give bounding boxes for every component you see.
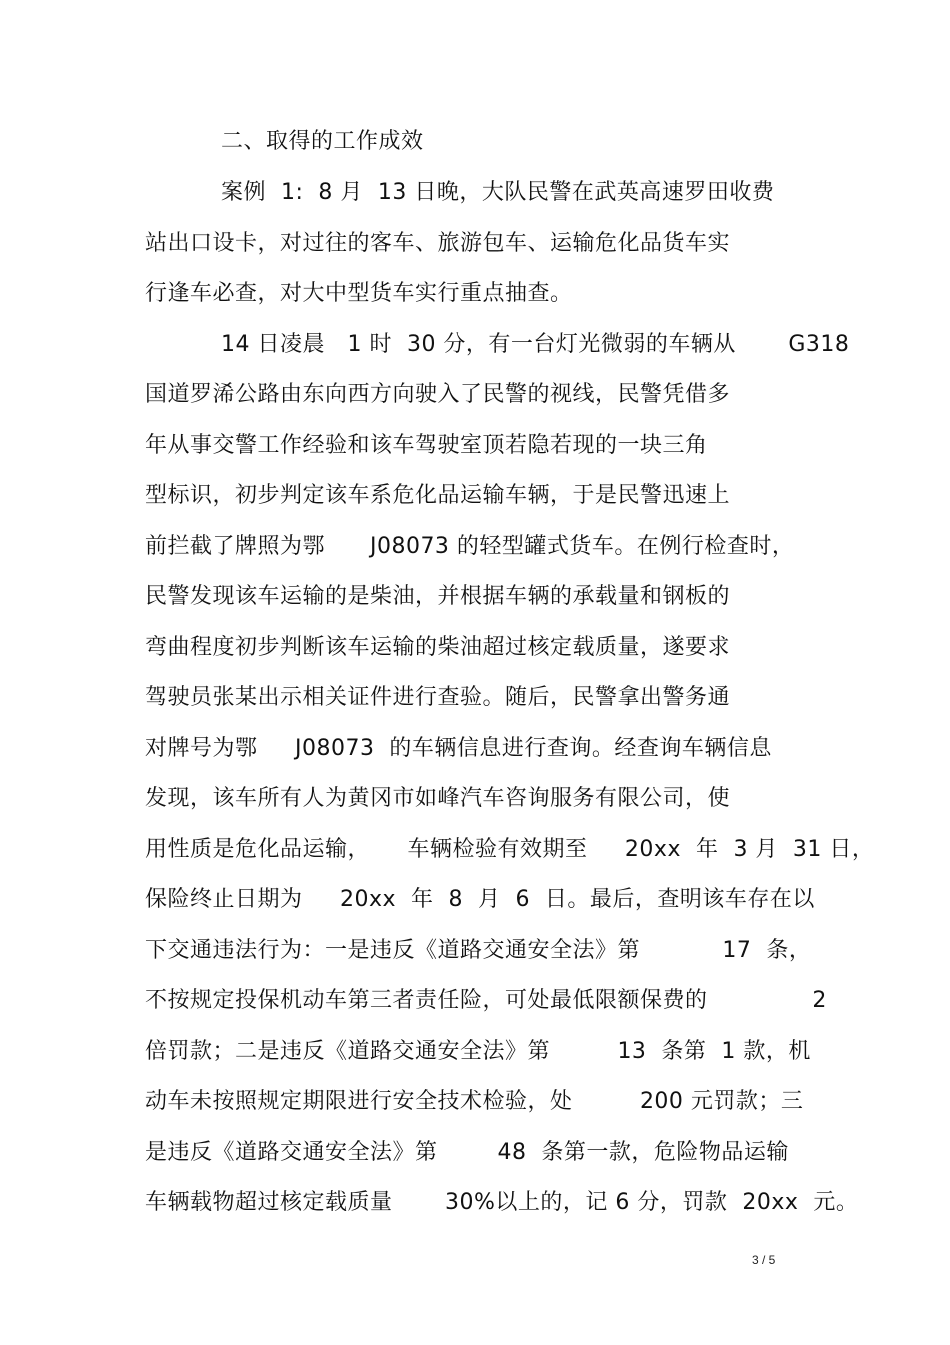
paragraph-line: 动车未按照规定期限进行安全技术检验，处 200 元罚款；三 — [145, 1089, 804, 1114]
paragraph-line: 弯曲程度初步判断该车运输的柴油超过核定载质量，遂要求 — [145, 635, 731, 660]
paragraph-line: 14 日凌晨 1 时 30 分，有一台灯光微弱的车辆从 G318 — [221, 332, 850, 357]
paragraph-line: 是违反《道路交通安全法》第 48 条第一款，危险物品运输 — [145, 1140, 789, 1165]
paragraph-line: 案例 1: 8 月 13 日晚，大队民警在武英高速罗田收费 — [221, 180, 775, 205]
paragraph-line: 民警发现该车运输的是柴油，并根据车辆的承载量和钢板的 — [145, 584, 731, 609]
paragraph-line: 保险终止日期为 20xx 年 8 月 6 日。最后，查明该车存在以 — [145, 887, 815, 912]
paragraph-line: 下交通违法行为：一是违反《道路交通安全法》第 17 条， — [145, 938, 812, 963]
paragraph-line: 驾驶员张某出示相关证件进行查验。随后，民警拿出警务通 — [145, 685, 731, 710]
paragraph-line: 国道罗浠公路由东向西方向驶入了民警的视线，民警凭借多 — [145, 382, 731, 407]
paragraph-line: 车辆载物超过核定载质量 30%以上的，记 6 分，罚款 20xx 元。 — [145, 1190, 859, 1215]
paragraph-line: 对牌号为鄂 J08073 的车辆信息进行查询。经查询车辆信息 — [145, 736, 772, 761]
paragraph-line: 用性质是危化品运输， 车辆检验有效期至 20xx 年 3 月 31 日， — [145, 837, 875, 862]
paragraph-line: 倍罚款；二是违反《道路交通安全法》第 13 条第 1 款，机 — [145, 1039, 811, 1064]
paragraph-line: 年从事交警工作经验和该车驾驶室顶若隐若现的一块三角 — [145, 433, 708, 458]
paragraph-line: 型标识，初步判定该车系危化品运输车辆，于是民警迅速上 — [145, 483, 731, 508]
paragraph-line: 发现，该车所有人为黄冈市如峰汽车咨询服务有限公司，使 — [145, 786, 731, 811]
page-number: 3 / 5 — [752, 1253, 776, 1267]
paragraph-line: 站出口设卡，对过往的客车、旅游包车、运输危化品货车实 — [145, 231, 731, 256]
paragraph-line: 前拦截了牌照为鄂 J08073 的轻型罐式货车。在例行检查时， — [145, 534, 795, 559]
paragraph-line: 行逢车必查，对大中型货车实行重点抽查。 — [145, 281, 573, 306]
paragraph-line: 不按规定投保机动车第三者责任险，可处最低限额保费的 2 — [145, 988, 827, 1013]
section-heading: 二、取得的工作成效 — [221, 129, 424, 154]
